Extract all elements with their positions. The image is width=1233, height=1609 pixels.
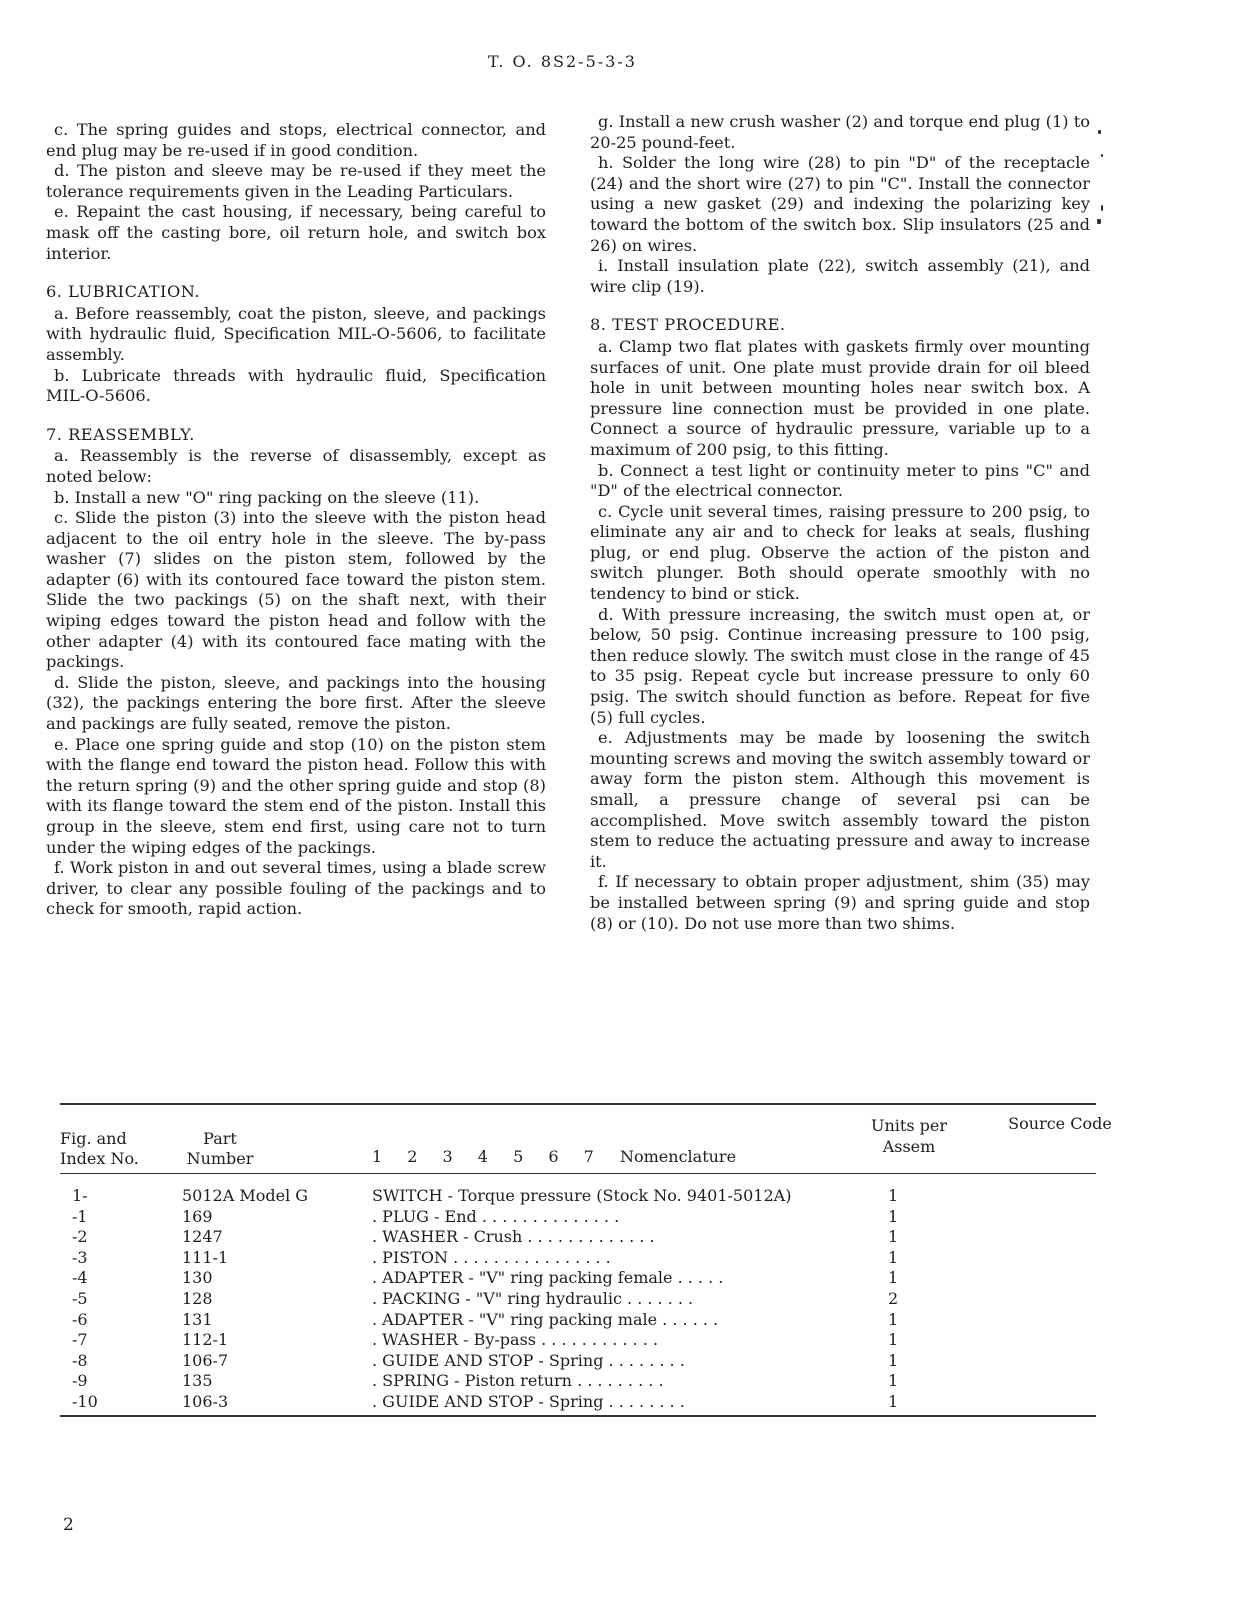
- part-number-cell: 169: [182, 1206, 213, 1226]
- paragraph: b. Connect a test light or continuity meter to pins "C" and "D" of the electrical connector.: [590, 460, 1090, 501]
- part-number-cell: 5012A Model G: [182, 1186, 309, 1205]
- part-number-cell: 135: [182, 1371, 213, 1391]
- table-row: [60, 1330, 1096, 1351]
- header-part-number: Part Number: [186, 1129, 254, 1168]
- paragraph: e. Adjustments may be made by loosening the switch mounting screws and moving the switch assembly toward or away form the piston stem. Although this movement is small, a pressure change of several psi can be accomplished. Move switch assembly toward the piston stem to reduce the actuating pressure and away to increase it.: [590, 728, 1090, 871]
- units-cell: 1: [888, 1391, 899, 1411]
- table-row: [60, 1310, 1096, 1331]
- paragraph: d. With pressure increasing, the switch must open at, or below, 50 psig. Continue increasing pressure to 100 psig, then reduce slowly. The switch must close in the range of 45 to 35 psig. Repeat cycle but increase pressure to only 60 psig. The switch should function as before. Repeat for five (5) full cycles.: [590, 604, 1090, 727]
- units-cell: 1: [888, 1268, 899, 1288]
- nomenclature-cell: . PISTON . . . . . . . . . . . . . . . .: [372, 1247, 611, 1267]
- nomenclature-cell: . WASHER - Crush . . . . . . . . . . . . .: [372, 1227, 655, 1247]
- table-header-rule: [60, 1173, 1096, 1174]
- paragraph: e. Place one spring guide and stop (10) on the piston stem with the flange end toward the piston head. Follow this with the return spring (9) and the other spring guide and stop (8) with its flange toward the stem end of the piston. Install this group in the sleeve, stem end first, using care not to turn under the wiping edges of the packings.: [46, 734, 546, 857]
- left-column: [46, 112, 546, 938]
- part-number-cell: 106-7: [182, 1350, 229, 1370]
- header-indent-levels: 1 2 3 4 5 6 7: [372, 1147, 604, 1166]
- units-cell: 1: [888, 1371, 899, 1391]
- header-fig-index: Fig. and Index No.: [60, 1129, 139, 1168]
- header-source-code: Source Code: [1008, 1114, 1112, 1133]
- index-cell: -6: [72, 1309, 88, 1329]
- index-cell: -5: [72, 1288, 88, 1308]
- cleaning-continued-section: [46, 120, 546, 264]
- scan-speck: [1098, 130, 1101, 134]
- section-heading: 7. REASSEMBLY.: [46, 424, 195, 444]
- section-heading: 8. TEST PROCEDURE.: [590, 315, 786, 335]
- table-row: [60, 1351, 1096, 1372]
- table-body: [60, 1186, 1096, 1413]
- header-nomenclature: Nomenclature: [620, 1147, 737, 1166]
- part-number-cell: 112-1: [182, 1330, 229, 1350]
- parts-list-table: [60, 1103, 1112, 1417]
- units-cell: 1: [888, 1227, 899, 1247]
- units-cell: 1: [888, 1206, 899, 1226]
- page-number: 2: [63, 1515, 74, 1535]
- index-cell: -2: [72, 1227, 88, 1247]
- part-number-cell: 131: [182, 1309, 213, 1329]
- table-row: [60, 1186, 1096, 1207]
- technical-order-number: T. O. 8S2-5-3-3: [488, 52, 637, 71]
- paragraph: f. If necessary to obtain proper adjustment, shim (35) may be installed between spring (9) and spring guide and stop (8) or (10). Do not use more than two shims.: [590, 872, 1090, 933]
- paragraph: c. Cycle unit several times, raising pressure to 200 psig, to eliminate any air and to check for leaks at seals, flushing plug, or end plug. Observe the action of the piston and switch plunger. Both should operate smoothly with no tendency to bind or stick.: [590, 501, 1090, 604]
- part-number-cell: 128: [182, 1288, 213, 1308]
- paragraph: d. The piston and sleeve may be re-used if they meet the tolerance requirements given in the Leading Particulars.: [46, 161, 546, 201]
- nomenclature-cell: . PACKING - "V" ring hydraulic . . . . . . .: [372, 1288, 694, 1308]
- nomenclature-cell: . GUIDE AND STOP - Spring . . . . . . . .: [372, 1391, 685, 1411]
- paragraph: b. Install a new "O" ring packing on the sleeve (11).: [54, 487, 480, 507]
- scan-speck: [1097, 219, 1101, 224]
- paragraph: i. Install insulation plate (22), switch assembly (21), and wire clip (19).: [590, 256, 1090, 296]
- nomenclature-cell: . PLUG - End . . . . . . . . . . . . . .: [372, 1206, 620, 1226]
- part-number-cell: 1247: [182, 1227, 223, 1247]
- table-row: [60, 1289, 1096, 1310]
- paragraph: a. Before reassembly, coat the piston, sleeve, and packings with hydraulic fluid, Specification MIL-O-5606, to facilitate assembly.: [46, 303, 546, 364]
- units-cell: 1: [888, 1350, 899, 1370]
- table-bottom-rule: [60, 1415, 1096, 1417]
- lubrication-section: [46, 282, 546, 407]
- table-header: [60, 1109, 1112, 1168]
- nomenclature-cell: . ADAPTER - "V" ring packing female . . . . .: [372, 1268, 724, 1288]
- table-row: [60, 1248, 1096, 1269]
- reassembly-continued-section: [590, 112, 1090, 297]
- header-units-per-assem: Units per Assem: [871, 1116, 947, 1156]
- part-number-cell: 130: [182, 1268, 213, 1288]
- nomenclature-cell: . ADAPTER - "V" ring packing male . . . . . .: [372, 1309, 719, 1329]
- test-procedure-section: [590, 315, 1090, 934]
- reassembly-section: [46, 425, 546, 920]
- index-cell: -8: [72, 1350, 88, 1370]
- units-cell: 1: [888, 1247, 899, 1267]
- table-top-rule: [60, 1103, 1096, 1105]
- index-cell: -10: [72, 1391, 98, 1411]
- paragraph: g. Install a new crush washer (2) and torque end plug (1) to 20-25 pound-feet.: [590, 112, 1090, 152]
- paragraph: a. Clamp two flat plates with gaskets firmly over mounting surfaces of unit. One plate must provide drain for oil bleed hole in unit between mounting holes near switch box. A pressure line connection must be provided in one plate. Connect a source of hydraulic pressure, variable up to a maximum of 200 psig, to this fitting.: [590, 336, 1090, 459]
- part-number-cell: 111-1: [182, 1247, 229, 1267]
- scan-speck: [1101, 205, 1103, 211]
- nomenclature-cell: . WASHER - By-pass . . . . . . . . . . . .: [372, 1330, 659, 1350]
- index-cell: -3: [72, 1247, 88, 1267]
- nomenclature-cell: . SPRING - Piston return . . . . . . . . .: [372, 1371, 664, 1391]
- units-cell: 2: [888, 1288, 899, 1308]
- right-column: [590, 112, 1090, 952]
- units-cell: 1: [888, 1309, 899, 1329]
- units-cell: 1: [888, 1330, 899, 1350]
- paragraph: b. Lubricate threads with hydraulic fluid, Specification MIL-O-5606.: [46, 365, 546, 406]
- paragraph: f. Work piston in and out several times, using a blade screw driver, to clear any possible fouling of the packings and to check for smooth, rapid action.: [46, 858, 546, 919]
- table-row: [60, 1207, 1096, 1228]
- nomenclature-cell: SWITCH - Torque pressure (Stock No. 9401-5012A): [372, 1186, 792, 1205]
- paragraph: e. Repaint the cast housing, if necessary, being careful to mask off the casting bore, oil return hole, and switch box interior.: [46, 202, 546, 263]
- index-cell: -9: [72, 1371, 88, 1391]
- index-cell: -7: [72, 1330, 88, 1350]
- nomenclature-cell: . GUIDE AND STOP - Spring . . . . . . . .: [372, 1350, 685, 1370]
- paragraph: d. Slide the piston, sleeve, and packings into the housing (32), the packings entering the bore first. After the sleeve and packings are fully seated, remove the piston.: [46, 672, 546, 734]
- index-cell: 1-: [72, 1186, 88, 1205]
- part-number-cell: 106-3: [182, 1391, 229, 1411]
- table-row: [60, 1371, 1096, 1392]
- index-cell: -4: [72, 1268, 88, 1288]
- scan-speck: [1101, 154, 1103, 157]
- units-cell: 1: [888, 1186, 899, 1205]
- paragraph: c. The spring guides and stops, electrical connector, and end plug may be re-used if in good condition.: [46, 120, 546, 160]
- section-heading: 6. LUBRICATION.: [46, 282, 200, 302]
- paragraph: h. Solder the long wire (28) to pin "D" of the receptacle (24) and the short wire (27) to pin "C". Install the connector using a new gasket (29) and indexing the polarizing key toward the bottom of the switch box. Slip insulators (25 and 26) on wires.: [590, 153, 1090, 255]
- index-cell: -1: [72, 1206, 88, 1226]
- table-row: [60, 1268, 1096, 1289]
- table-row: [60, 1392, 1096, 1413]
- table-row: [60, 1227, 1096, 1248]
- paragraph: a. Reassembly is the reverse of disassembly, except as noted below:: [46, 446, 546, 486]
- paragraph: c. Slide the piston (3) into the sleeve with the piston head adjacent to the oil entry hole in the sleeve. The by-pass washer (7) slides on the piston stem, followed by the adapter (6) with its contoured face toward the piston stem. Slide the two packings (5) on the shaft next, with their wiping edges toward the piston head and follow with the other adapter (4) with its contoured face mating with the packings.: [46, 508, 546, 672]
